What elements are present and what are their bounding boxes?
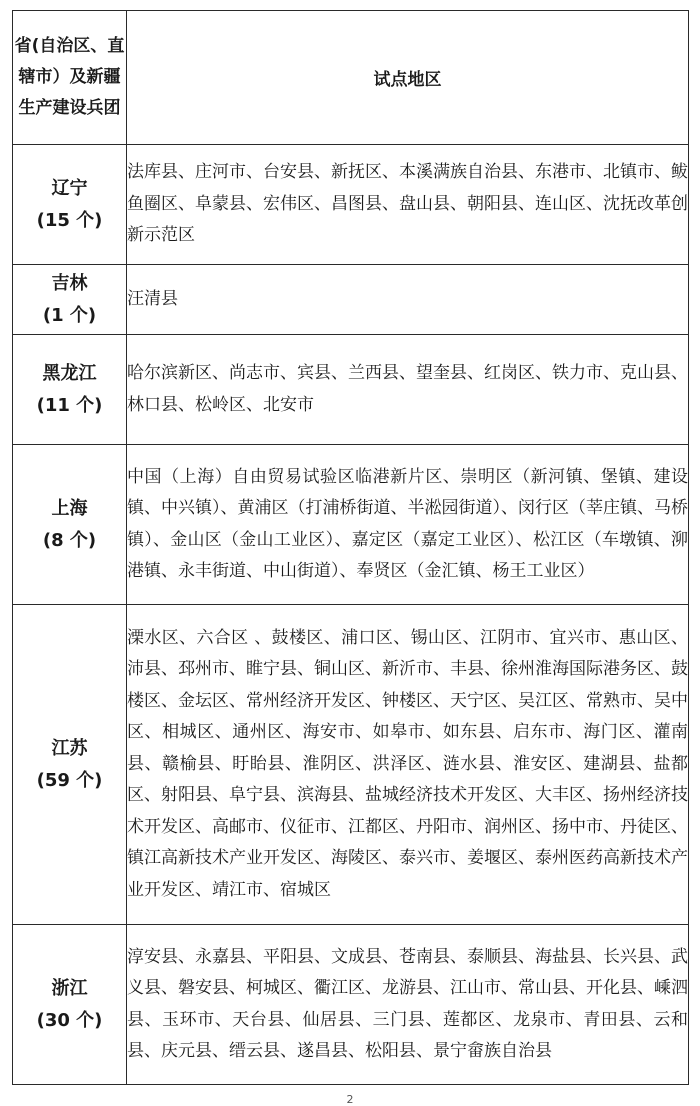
page-number: 2: [346, 1093, 354, 1106]
province-count: (1 个): [42, 304, 97, 326]
province-name: 浙江: [51, 977, 88, 999]
header-province-column: 省(自治区、直辖市）及新疆生产建设兵团: [13, 11, 127, 145]
table-row: [13, 265, 689, 335]
province-count: (15 个): [36, 209, 103, 231]
table-row: [13, 145, 689, 265]
province-cell: [13, 605, 127, 925]
province-name: 黑龙江: [42, 362, 97, 384]
province-name: 吉林: [51, 272, 88, 294]
province-cell: [13, 445, 127, 605]
province-name: 辽宁: [51, 177, 88, 199]
table-row: [13, 445, 689, 605]
header-pilot-areas-column: 试点地区: [127, 11, 689, 145]
province-count: (30 个): [36, 1009, 103, 1031]
province-count: (11 个): [36, 394, 103, 416]
pilot-areas-cell: 中国（上海）自由贸易试验区临港新片区、崇明区（新河镇、堡镇、建设镇、中兴镇）、黄浦区（打浦桥街道、半淞园街道）、闵行区（莘庄镇、马桥镇）、金山区（金山工业区）、嘉定区（嘉定工业区）、松江区（车墩镇、泖港镇、永丰街道、中山街道）、奉贤区（金汇镇、杨王工业区）: [127, 445, 689, 605]
pilot-areas-cell: 哈尔滨新区、尚志市、宾县、兰西县、望奎县、红岗区、铁力市、克山县、林口县、松岭区、北安市: [127, 335, 689, 445]
province-cell: [13, 265, 127, 335]
province-count: (59 个): [36, 769, 103, 791]
province-cell: [13, 335, 127, 445]
table-row: [13, 605, 689, 925]
pilot-areas-cell: 法库县、庄河市、台安县、新抚区、本溪满族自治县、东港市、北镇市、鲅鱼圈区、阜蒙县、宏伟区、昌图县、盘山县、朝阳县、连山区、沈抚改革创新示范区: [127, 145, 689, 265]
table-row: [13, 925, 689, 1085]
pilot-areas-cell: 淳安县、永嘉县、平阳县、文成县、苍南县、泰顺县、海盐县、长兴县、武义县、磐安县、柯城区、衢江区、龙游县、江山市、常山县、开化县、嵊泗县、玉环市、天台县、仙居县、三门县、莲都区、龙泉市、青田县、云和县、庆元县、缙云县、遂昌县、松阳县、景宁畲族自治县: [127, 925, 689, 1085]
table-row: [13, 335, 689, 445]
province-count: (8 个): [42, 529, 97, 551]
province-cell: [13, 145, 127, 265]
pilot-areas-cell: 汪清县: [127, 265, 689, 335]
province-cell: [13, 925, 127, 1085]
province-name: 江苏: [51, 737, 88, 759]
pilot-areas-cell: 溧水区、六合区 、鼓楼区、浦口区、锡山区、江阴市、宜兴市、惠山区、沛县、邳州市、睢宁县、铜山区、新沂市、丰县、徐州淮海国际港务区、鼓楼区、金坛区、常州经济开发区、钟楼区、天宁区、吴江区、常熟市、吴中区、相城区、通州区、海安市、如皋市、如东县、启东市、海门区、灌南县、赣榆县、盱眙县、淮阴区、洪泽区、涟水县、淮安区、建湖县、盐都区、射阳县、阜宁县、滨海县、盐城经济技术开发区、大丰区、扬州经济技术开发区、高邮市、仪征市、江都区、丹阳市、润州区、扬中市、丹徒区、镇江高新技术产业开发区、海陵区、泰兴市、姜堰区、泰州医药高新技术产业开发区、靖江市、宿城区: [127, 605, 689, 925]
table-header-row: [13, 11, 689, 145]
pilot-areas-table: [12, 10, 689, 1085]
province-name: 上海: [51, 497, 88, 519]
